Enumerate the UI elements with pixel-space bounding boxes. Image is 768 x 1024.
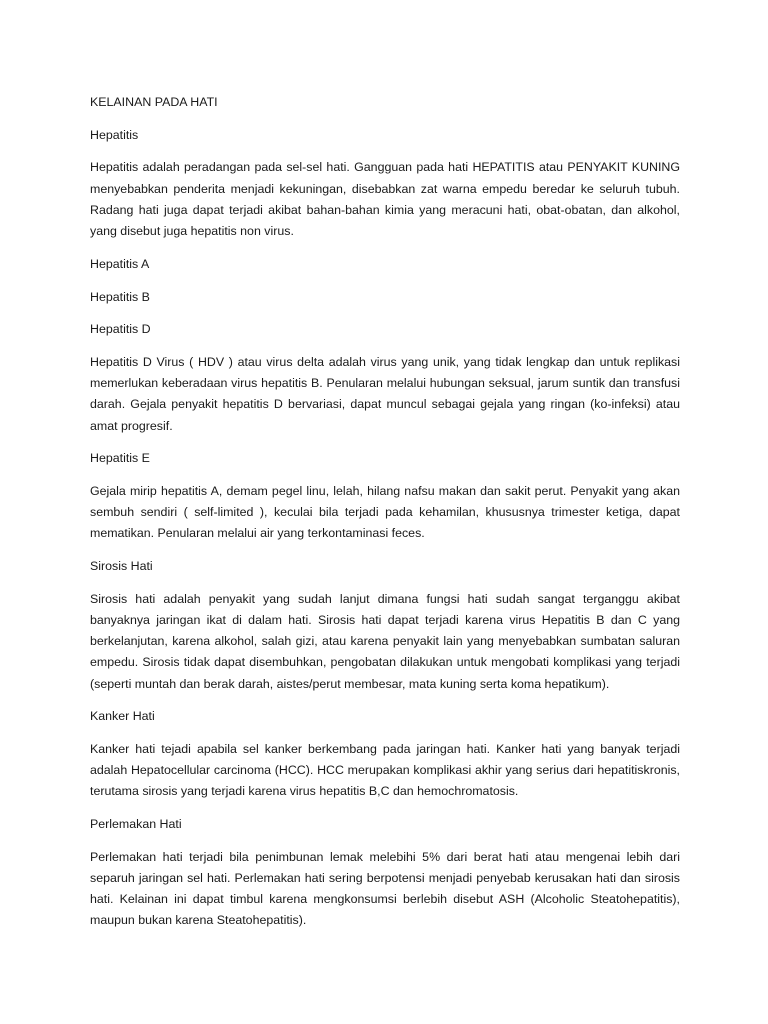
section-heading-sirosis-hati: Sirosis Hati [90,559,153,574]
paragraph-sirosis-hati: Sirosis hati adalah penyakit yang sudah lanjut dimana fungsi hati sudah sangat terganggu akibat banyaknya jaringan ikat di dalam hati. Sirosis hati dapat terjadi karena virus Hepatitis B dan C yang berkelanjutan, karena alkohol, salah gizi, atau karena penyakit lain yang menyebabkan sumbatan saluran empedu. Sirosis tidak dapat disembuhkan, pengobatan dilakukan untuk mengobati komplikasi yang terjadi (seperti muntah dan berak darah, aistes/perut membesar, mata kuning serta koma hepatikum). [90,591,680,691]
paragraph-hepatitis-e: Gejala mirip hepatitis A, demam pegel linu, lelah, hilang nafsu makan dan sakit perut. Penyakit yang akan sembuh sendiri ( self-limited ), keculai bila terjadi pada kehamilan, khususnya trimester ketiga, dapat mematikan. Penularan melalui air yang terkontaminasi feces. [90,483,680,541]
document-content [90,92,680,932]
section-heading-hepatitis-e: Hepatitis E [90,451,150,466]
section-heading-perlemakan-hati: Perlemakan Hati [90,817,182,832]
section-heading-hepatitis-a: Hepatitis A [90,256,150,271]
section-heading-kanker-hati: Kanker Hati [90,709,155,724]
document-title: KELAINAN PADA HATI [90,95,218,109]
paragraph-perlemakan-hati: Perlemakan hati terjadi bila penimbunan lemak melebihi 5% dari berat hati atau mengenai lebih dari separuh jaringan sel hati. Perlemakan hati sering berpotensi menjadi penyebab kerusakan hati dan sirosis hati. Kelainan ini dapat timbul karena mengkonsumsi berlebih disebut ASH (Alcoholic Steatohepatitis), maupun bukan karena Steatohepatitis). [90,849,680,928]
paragraph-hepatitis: Hepatitis adalah peradangan pada sel-sel hati. Gangguan pada hati HEPATITIS atau PENYAKIT KUNING menyebabkan penderita menjadi kekuningan, disebabkan zat warna empedu beredar ke seluruh tubuh. Radang hati juga dapat terjadi akibat bahan-bahan kimia yang meracuni hati, obat-obatan, dan alkohol, yang disebut juga hepatitis non virus. [90,160,680,238]
section-heading-hepatitis: Hepatitis [90,127,139,142]
section-heading-hepatitis-d: Hepatitis D [90,322,151,337]
paragraph-kanker-hati: Kanker hati tejadi apabila sel kanker berkembang pada jaringan hati. Kanker hati yang banyak terjadi adalah Hepatocellular carcinoma (HCC). HCC merupakan komplikasi akhir yang serius dari hepatitiskronis, terutama sirosis yang terjadi karena virus hepatitis B,C dan hemochromatosis. [90,741,680,799]
section-heading-hepatitis-b: Hepatitis B [90,289,150,304]
paragraph-hepatitis-d: Hepatitis D Virus ( HDV ) atau virus delta adalah virus yang unik, yang tidak lengkap dan untuk replikasi memerlukan keberadaan virus hepatitis B. Penularan melalui hubungan seksual, jarum suntik dan transfusi darah. Gejala penyakit hepatitis D bervariasi, dapat muncul sebagai gejala yang ringan (ko-infeksi) atau amat progresif. [90,354,680,433]
